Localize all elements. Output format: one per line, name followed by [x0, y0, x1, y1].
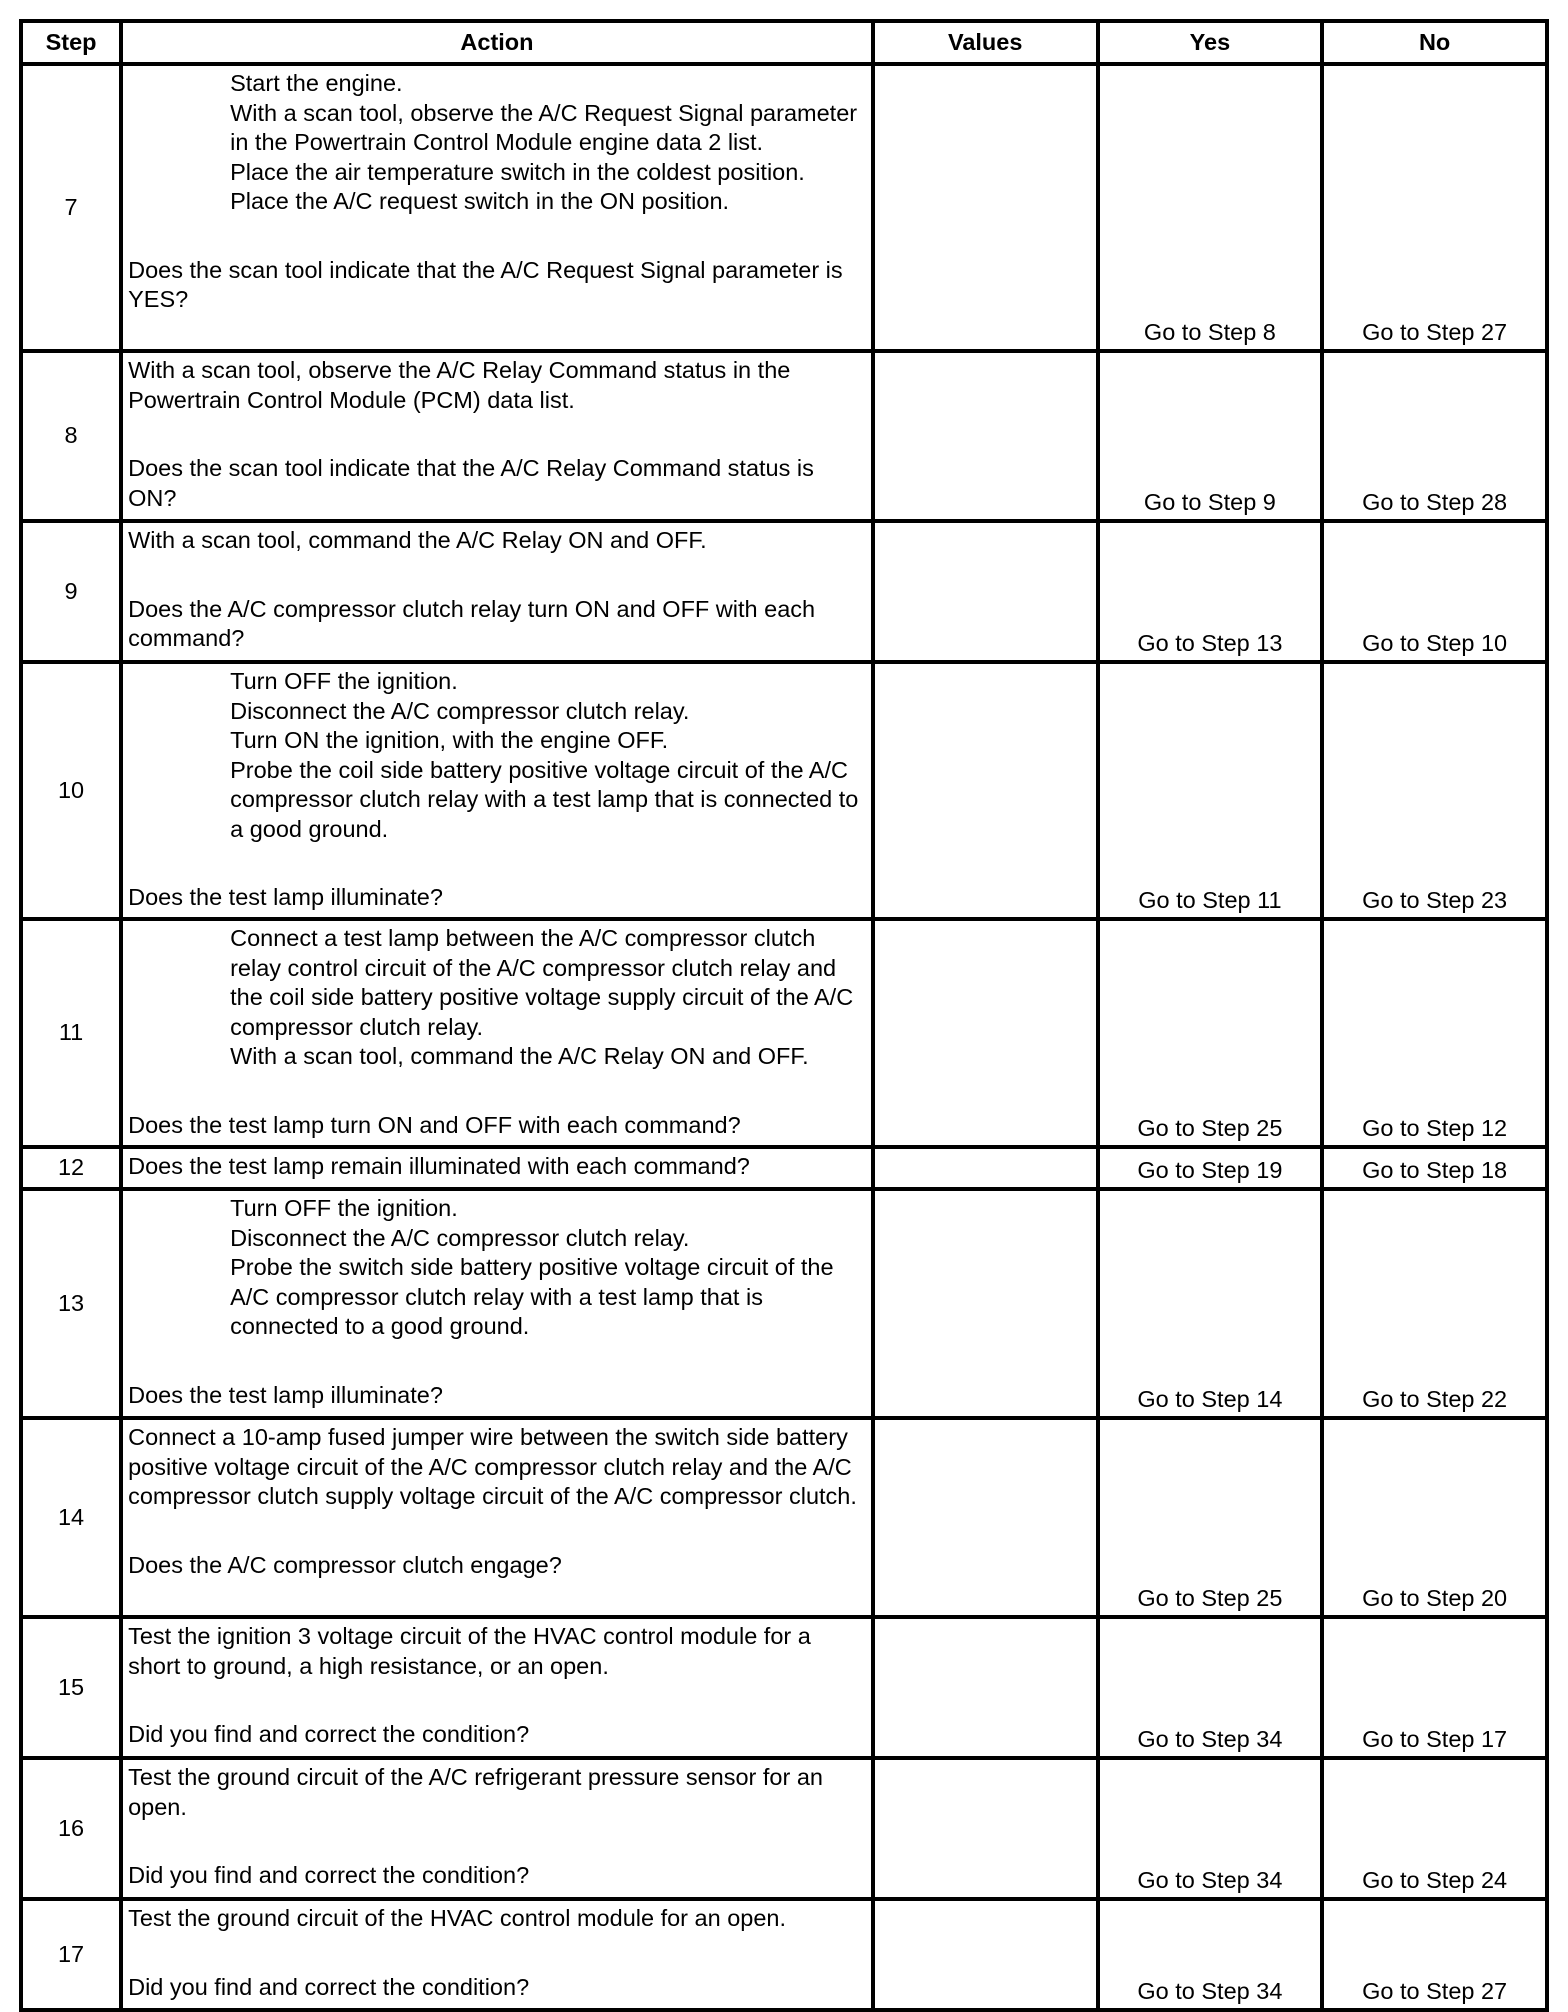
instruction: Probe the switch side battery positive voltage circuit of the A/C compressor clutch relay with a test lamp that is connected to a good ground. — [230, 1254, 834, 1339]
no-cell: Go to Step 10 — [1322, 521, 1547, 662]
instruction: Turn OFF the ignition. — [230, 1195, 458, 1221]
yes-cell: Go to Step 25 — [1098, 919, 1323, 1147]
header-yes: Yes — [1098, 21, 1323, 64]
instruction: Start the engine. — [230, 70, 403, 96]
step-number: 11 — [21, 919, 121, 1147]
values-cell — [873, 1418, 1098, 1617]
values-cell — [873, 919, 1098, 1147]
yes-cell: Go to Step 9 — [1098, 351, 1323, 521]
instruction: Turn OFF the ignition. — [230, 668, 458, 694]
instruction: Probe the coil side battery positive voltage circuit of the A/C compressor clutch relay with a test lamp that is connected to a good ground. — [230, 756, 859, 842]
table-row — [21, 1189, 1547, 1418]
yes-cell: Go to Step 34 — [1098, 1899, 1323, 2010]
yes-cell: Go to Step 34 — [1098, 1758, 1323, 1899]
action-cell — [121, 662, 873, 919]
no-cell: Go to Step 23 — [1322, 662, 1547, 919]
instruction: With a scan tool, command the A/C Relay ON and OFF. — [128, 527, 707, 553]
header-row — [21, 21, 1547, 64]
step-number: 10 — [21, 662, 121, 919]
values-cell — [873, 1899, 1098, 2010]
no-cell: Go to Step 18 — [1322, 1147, 1547, 1189]
step-number: 7 — [21, 64, 121, 351]
step-number: 15 — [21, 1617, 121, 1758]
table-row — [21, 351, 1547, 521]
step-number: 14 — [21, 1418, 121, 1617]
values-cell — [873, 521, 1098, 662]
instruction: Disconnect the A/C compressor clutch relay. — [230, 1224, 690, 1251]
no-cell: Go to Step 24 — [1322, 1758, 1547, 1899]
instruction: Test the ignition 3 voltage circuit of the HVAC control module for a short to ground, a high resistance, or an open. — [128, 1623, 811, 1679]
question: Does the scan tool indicate that the A/C Relay Command status is ON? — [128, 455, 814, 511]
instruction: Disconnect the A/C compressor clutch relay. — [230, 697, 690, 724]
instruction: Place the air temperature switch in the coldest position. — [230, 158, 805, 185]
table-row — [21, 919, 1547, 1147]
table-row — [21, 1617, 1547, 1758]
values-cell — [873, 662, 1098, 919]
table-row — [21, 64, 1547, 351]
table-row — [21, 521, 1547, 662]
yes-cell: Go to Step 11 — [1098, 662, 1323, 919]
step-number: 8 — [21, 351, 121, 521]
values-cell — [873, 1758, 1098, 1899]
header-no: No — [1322, 21, 1547, 64]
question: Does the A/C compressor clutch relay turn ON and OFF with each command? — [128, 595, 816, 651]
action-cell — [121, 1189, 873, 1418]
no-cell: Go to Step 27 — [1322, 1899, 1547, 2010]
no-cell: Go to Step 28 — [1322, 351, 1547, 521]
no-cell: Go to Step 22 — [1322, 1189, 1547, 1418]
action-cell — [121, 1758, 873, 1899]
action-cell — [121, 64, 873, 351]
step-number: 17 — [21, 1899, 121, 2010]
instruction: Test the ground circuit of the HVAC control module for an open. — [128, 1905, 787, 1931]
instruction: Turn ON the ignition, with the engine OFF. — [230, 727, 669, 753]
action-cell — [121, 1418, 873, 1617]
yes-cell: Go to Step 14 — [1098, 1189, 1323, 1418]
action-cell — [121, 919, 873, 1147]
table-row — [21, 662, 1547, 919]
instruction: Test the ground circuit of the A/C refrigerant pressure sensor for an open. — [128, 1764, 823, 1820]
step-number: 12 — [21, 1147, 121, 1189]
question: Does the test lamp turn ON and OFF with each command? — [128, 1111, 741, 1138]
values-cell — [873, 1147, 1098, 1189]
action-cell — [121, 1899, 873, 2010]
instruction: With a scan tool, command the A/C Relay ON and OFF. — [230, 1043, 809, 1069]
header-values: Values — [873, 21, 1098, 64]
step-number: 13 — [21, 1189, 121, 1418]
question: Does the test lamp illuminate? — [128, 1381, 443, 1408]
values-cell — [873, 64, 1098, 351]
instruction: With a scan tool, observe the A/C Request Signal parameter in the Powertrain Control Module engine data 2 list. — [230, 99, 858, 155]
instruction: Place the A/C request switch in the ON position. — [230, 188, 730, 214]
yes-cell: Go to Step 34 — [1098, 1617, 1323, 1758]
yes-cell: Go to Step 13 — [1098, 521, 1323, 662]
question: Does the test lamp remain illuminated with each command? — [128, 1153, 750, 1179]
yes-cell: Go to Step 19 — [1098, 1147, 1323, 1189]
yes-cell: Go to Step 8 — [1098, 64, 1323, 351]
table-row — [21, 1899, 1547, 2010]
instruction: With a scan tool, observe the A/C Relay Command status in the Powertrain Control Module (PCM) data list. — [128, 357, 791, 413]
question: Does the A/C compressor clutch engage? — [128, 1551, 562, 1578]
instruction: Connect a test lamp between the A/C compressor clutch relay control circuit of the A/C compressor clutch relay and the coil side battery positive voltage supply circuit of the A/C compressor clutch relay. — [230, 925, 854, 1040]
question: Did you find and correct the condition? — [128, 1862, 530, 1888]
question: Does the scan tool indicate that the A/C Request Signal parameter is YES? — [128, 256, 843, 312]
action-cell — [121, 1617, 873, 1758]
yes-cell: Go to Step 25 — [1098, 1418, 1323, 1617]
step-number: 16 — [21, 1758, 121, 1899]
header-action: Action — [121, 21, 873, 64]
action-cell — [121, 351, 873, 521]
values-cell — [873, 1189, 1098, 1418]
table-row — [21, 1758, 1547, 1899]
step-number: 9 — [21, 521, 121, 662]
action-cell — [121, 521, 873, 662]
table-row — [21, 1147, 1547, 1189]
instruction: Connect a 10-amp fused jumper wire between the switch side battery positive voltage circuit of the A/C compressor clutch relay and the A/C compressor clutch supply voltage circuit of the A/C compressor clutch. — [128, 1424, 857, 1509]
diagnostic-table — [19, 19, 1549, 2012]
header-step: Step — [21, 21, 121, 64]
no-cell: Go to Step 17 — [1322, 1617, 1547, 1758]
values-cell — [873, 1617, 1098, 1758]
question: Did you find and correct the condition? — [128, 1973, 530, 2000]
question: Did you find and correct the condition? — [128, 1721, 530, 1747]
action-cell — [121, 1147, 873, 1189]
table-row — [21, 1418, 1547, 1617]
question: Does the test lamp illuminate? — [128, 884, 443, 910]
no-cell: Go to Step 12 — [1322, 919, 1547, 1147]
no-cell: Go to Step 20 — [1322, 1418, 1547, 1617]
no-cell: Go to Step 27 — [1322, 64, 1547, 351]
values-cell — [873, 351, 1098, 521]
